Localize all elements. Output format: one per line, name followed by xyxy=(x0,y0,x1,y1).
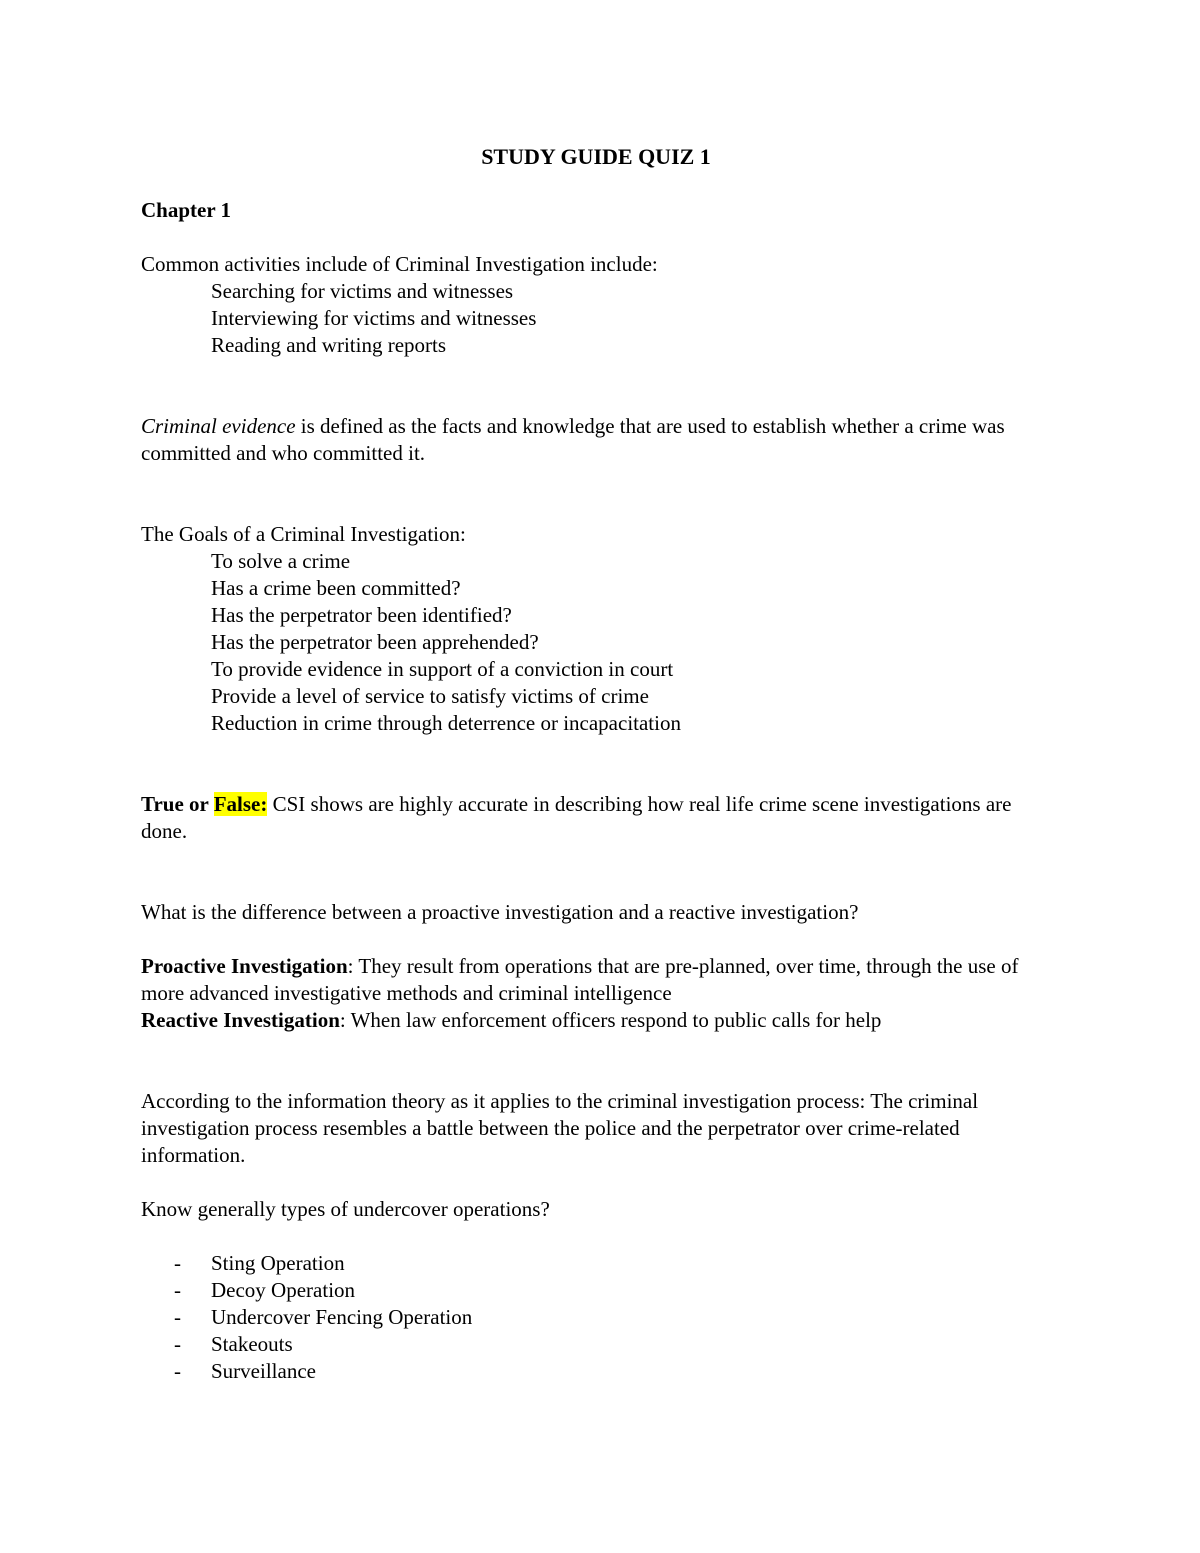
activity-item: Reading and writing reports xyxy=(211,333,447,357)
list-item: - Undercover Fencing Operation xyxy=(174,1305,473,1329)
document-content xyxy=(141,143,1051,1385)
dash-bullet: - xyxy=(174,1305,181,1329)
criminal-evidence-term: Criminal evidence xyxy=(141,414,296,438)
undercover-list xyxy=(141,1250,1051,1385)
list-item: - Stakeouts xyxy=(174,1332,293,1356)
list-item: - Decoy Operation xyxy=(174,1278,356,1302)
true-false-statement: CSI shows are highly accurate in describing how real life crime scene investigations are done. xyxy=(141,792,1012,843)
reactive-definition xyxy=(141,1007,1051,1034)
difference-question: What is the difference between a proactive investigation and a reactive investigation? xyxy=(141,900,859,924)
goal-item: Reduction in crime through deterrence or incapacitation xyxy=(211,711,681,735)
dash-bullet: - xyxy=(174,1332,181,1356)
dash-bullet: - xyxy=(174,1359,181,1383)
list-item: - Surveillance xyxy=(174,1359,316,1383)
proactive-text: : They result from operations that are pre-planned, over time, through the use of more advanced investigative methods and criminal intelligence xyxy=(141,954,1019,1005)
chapter-heading: Chapter 1 xyxy=(141,198,232,222)
proactive-definition xyxy=(141,953,1051,1007)
goal-item: Has a crime been committed? xyxy=(211,576,461,600)
false-answer-highlight: False: xyxy=(213,792,268,816)
activities-intro: Common activities include of Criminal Investigation include: xyxy=(141,252,658,276)
goal-item: To solve a crime xyxy=(211,549,351,573)
reactive-text: : When law enforcement officers respond to public calls for help xyxy=(339,1008,882,1032)
proactive-term: Proactive Investigation xyxy=(141,954,348,978)
goal-item: Has the perpetrator been identified? xyxy=(211,603,512,627)
list-item: - Sting Operation xyxy=(174,1251,345,1275)
information-theory-paragraph: According to the information theory as it applies to the criminal investigation process: The criminal investigation process resembles a battle between the police and the perpetrator over crime-related information. xyxy=(141,1089,979,1167)
activity-item: Searching for victims and witnesses xyxy=(211,279,514,303)
criminal-evidence-text: is defined as the facts and knowledge that are used to establish whether a crime was committed and who committed it. xyxy=(141,414,1005,465)
dash-bullet: - xyxy=(174,1251,181,1275)
true-or-label: True or xyxy=(141,792,214,816)
activity-item: Interviewing for victims and witnesses xyxy=(211,306,537,330)
goal-item: To provide evidence in support of a conviction in court xyxy=(211,657,674,681)
goals-intro: The Goals of a Criminal Investigation: xyxy=(141,522,466,546)
reactive-term: Reactive Investigation xyxy=(141,1008,340,1032)
page-title: STUDY GUIDE QUIZ 1 xyxy=(481,144,711,169)
goal-item: Provide a level of service to satisfy victims of crime xyxy=(211,684,649,708)
criminal-evidence-definition xyxy=(141,413,1051,467)
goal-item: Has the perpetrator been apprehended? xyxy=(211,630,539,654)
dash-bullet: - xyxy=(174,1278,181,1302)
undercover-question: Know generally types of undercover operations? xyxy=(141,1197,550,1221)
true-false-question xyxy=(141,791,1051,845)
